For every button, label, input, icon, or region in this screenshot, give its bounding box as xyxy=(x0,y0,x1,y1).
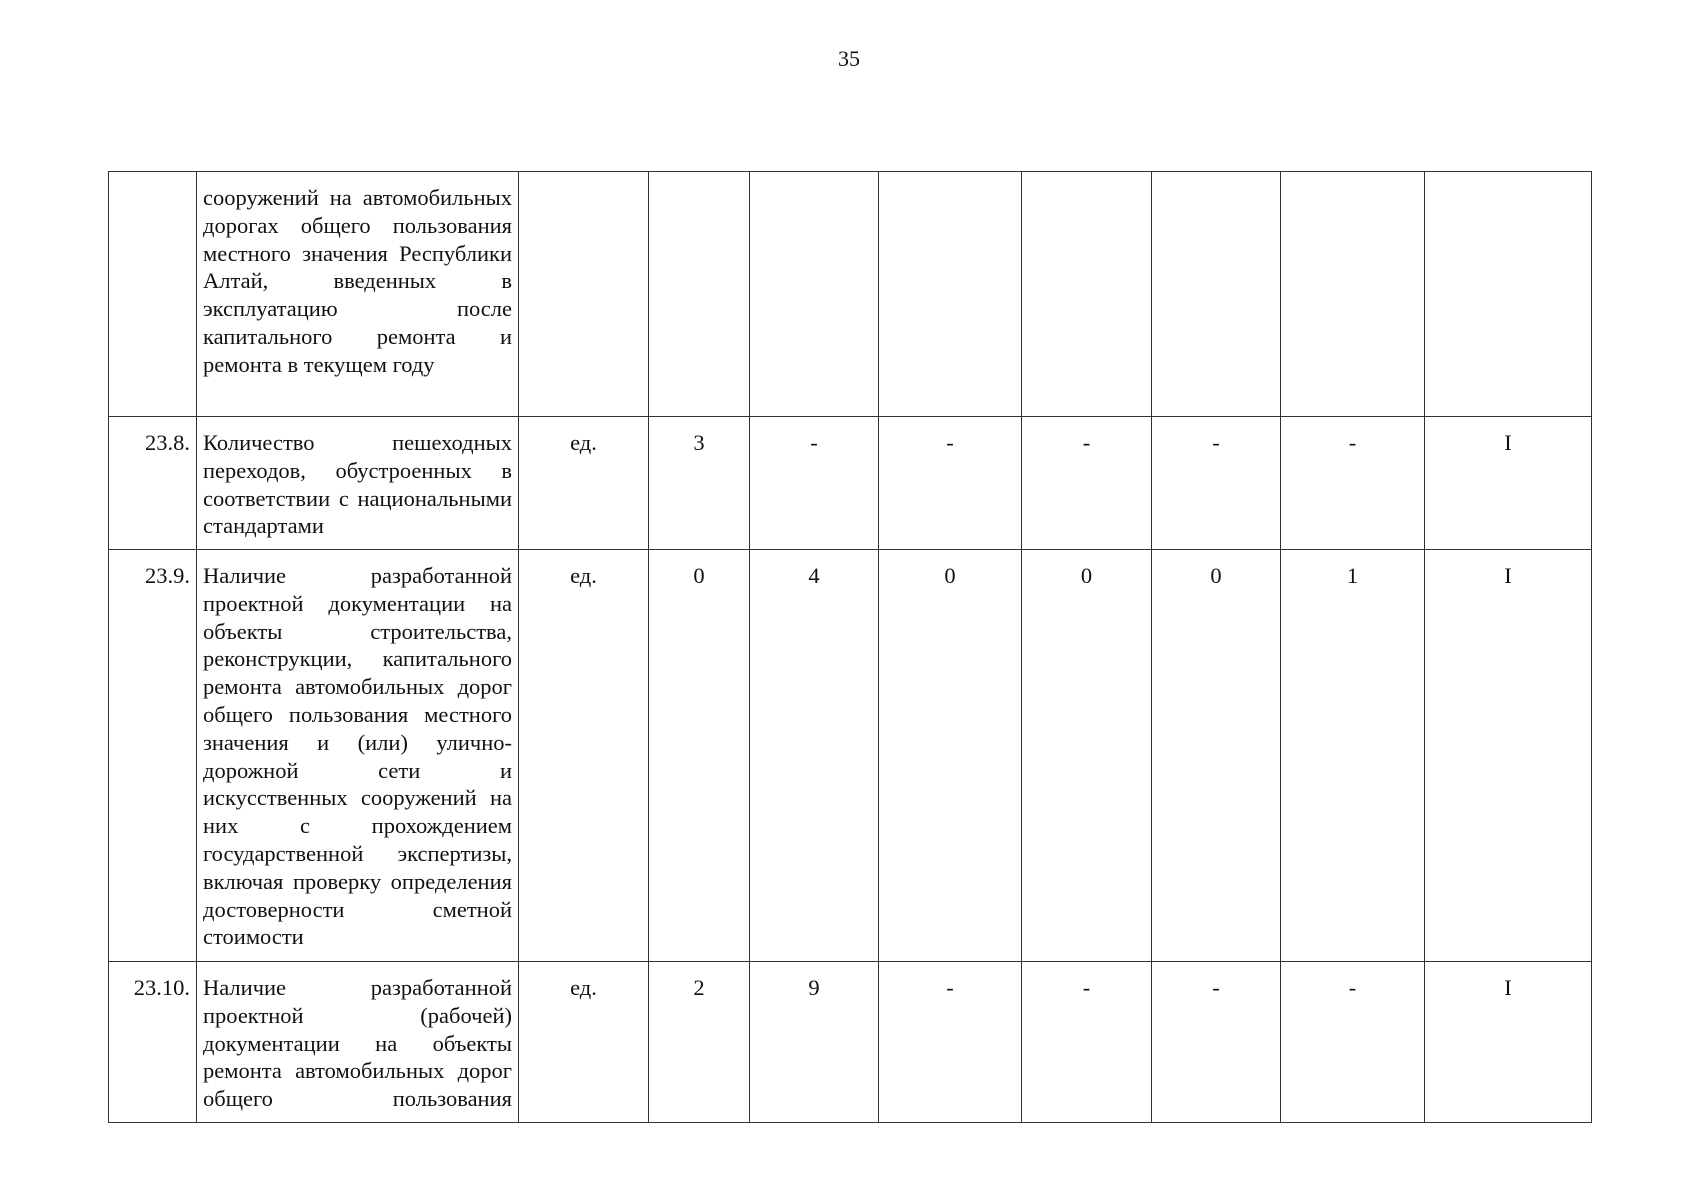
value-cell xyxy=(879,172,1022,417)
value-cell: 0 xyxy=(649,550,750,962)
row-number: 23.9. xyxy=(109,550,197,962)
value-cell: 2 xyxy=(649,962,750,1123)
table-row xyxy=(109,417,1592,550)
unit-cell xyxy=(519,172,649,417)
value-cell: 1 xyxy=(1281,550,1425,962)
row-number: 23.8. xyxy=(109,417,197,550)
table-row xyxy=(109,550,1592,962)
table-row xyxy=(109,172,1592,417)
value-cell: - xyxy=(1281,417,1425,550)
unit-cell: ед. xyxy=(519,417,649,550)
category-cell: I xyxy=(1425,550,1592,962)
value-cell: 3 xyxy=(649,417,750,550)
row-number xyxy=(109,172,197,417)
value-cell: 0 xyxy=(879,550,1022,962)
value-cell: 4 xyxy=(750,550,879,962)
value-cell xyxy=(1022,172,1152,417)
value-cell: 0 xyxy=(1152,550,1281,962)
indicator-description: Наличие разработанной проектной (рабочей) документации на объекты ремонта автомобильных дорог общего пользования xyxy=(197,962,519,1123)
table-row xyxy=(109,962,1592,1123)
value-cell xyxy=(750,172,879,417)
indicators-table xyxy=(108,171,1592,1123)
unit-cell: ед. xyxy=(519,550,649,962)
value-cell: - xyxy=(1281,962,1425,1123)
category-cell xyxy=(1425,172,1592,417)
value-cell xyxy=(1281,172,1425,417)
value-cell xyxy=(649,172,750,417)
page-number: 35 xyxy=(838,46,860,71)
value-cell: 9 xyxy=(750,962,879,1123)
value-cell: - xyxy=(750,417,879,550)
value-cell: - xyxy=(879,417,1022,550)
indicator-description: сооружений на автомобильных дорогах общего пользования местного значения Республики Алтай, введенных в эксплуатацию после капитального ремонта и ремонта в текущем году xyxy=(197,172,519,417)
value-cell: - xyxy=(1022,417,1152,550)
indicator-description: Наличие разработанной проектной документации на объекты строительства, реконструкции, капитального ремонта автомобильных дорог общего пользования местного значения и (или) улично-дорожной сети и искусственных сооружений на них с прохождением государственной экспертизы, включая проверку определения достоверности сметной стоимости xyxy=(197,550,519,962)
value-cell: - xyxy=(1022,962,1152,1123)
value-cell xyxy=(1152,172,1281,417)
value-cell: - xyxy=(1152,417,1281,550)
value-cell: - xyxy=(879,962,1022,1123)
row-number: 23.10. xyxy=(109,962,197,1123)
unit-cell: ед. xyxy=(519,962,649,1123)
value-cell: 0 xyxy=(1022,550,1152,962)
indicator-description: Количество пешеходных переходов, обустроенных в соответствии с национальными стандартами xyxy=(197,417,519,550)
category-cell: I xyxy=(1425,962,1592,1123)
category-cell: I xyxy=(1425,417,1592,550)
value-cell: - xyxy=(1152,962,1281,1123)
